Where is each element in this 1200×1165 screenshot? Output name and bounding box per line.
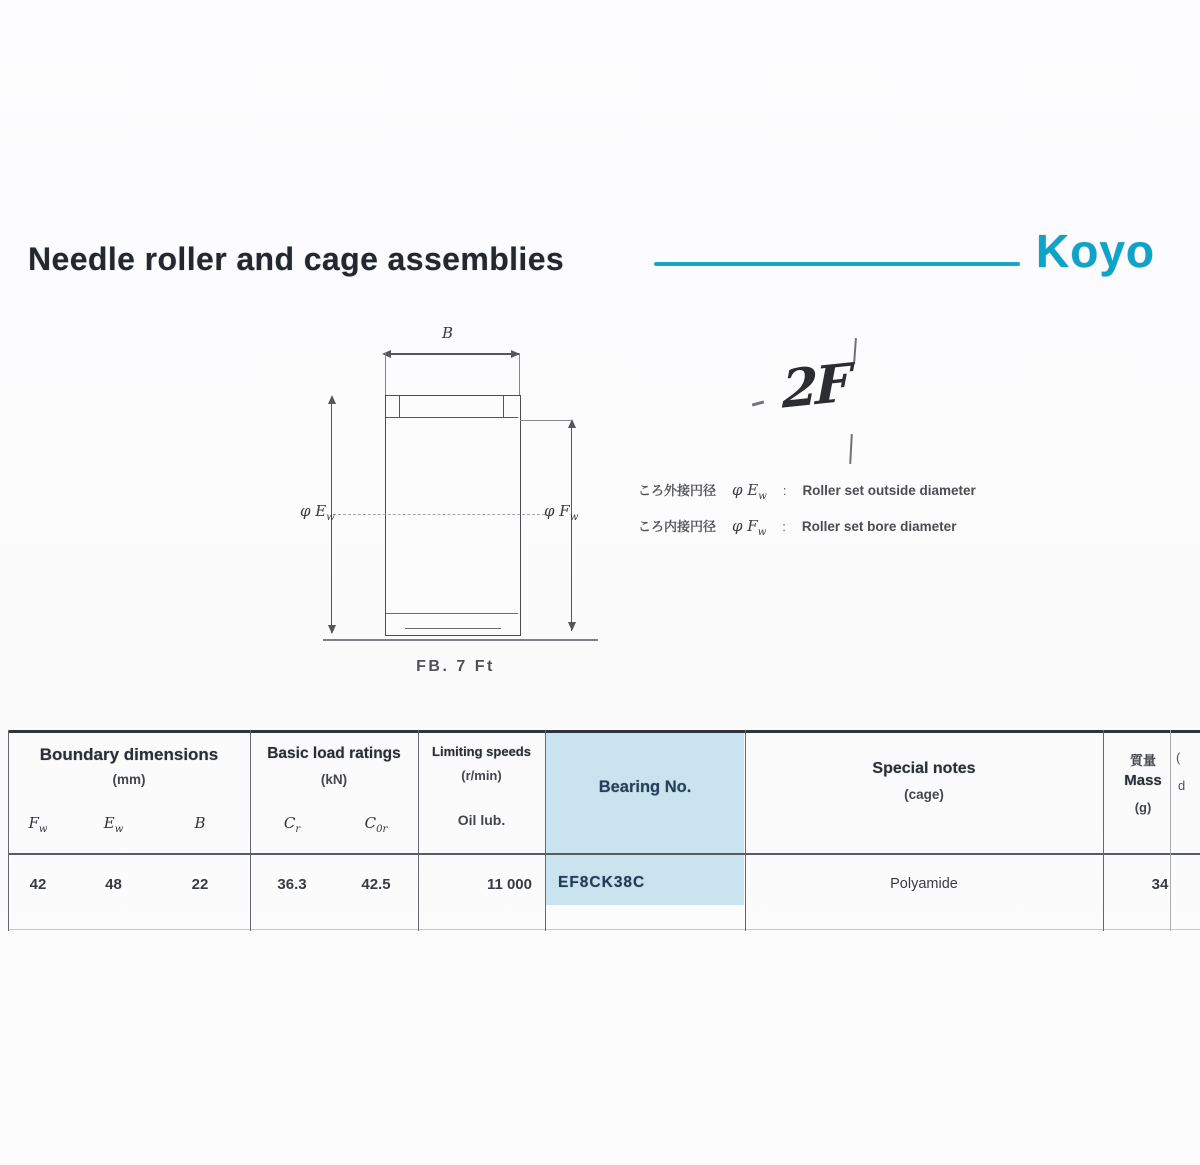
col-group-notes-unit: (cage) <box>904 787 944 802</box>
col-header-c0r: $C_{0r}$ <box>364 814 388 835</box>
col-group-boundary-unit: (mm) <box>112 772 146 787</box>
cage-notch-left <box>399 396 400 417</box>
col-group-mass-unit: (g) <box>1134 800 1152 815</box>
annotation-dash <box>752 400 764 406</box>
page-title: Needle roller and cage assemblies <box>28 241 565 277</box>
dim-top-label: B <box>442 324 454 342</box>
col-group-speed-unit: (r/min) <box>461 768 502 783</box>
brand-logo: Koyo <box>1036 225 1155 277</box>
legend-description: Roller set outside diameter <box>802 483 976 498</box>
handwritten-annotation <box>752 338 922 473</box>
header-rule <box>654 262 1020 266</box>
legend-row <box>638 480 976 502</box>
col-group-load-title: Basic load ratings <box>267 745 401 762</box>
legend-jp-label: ころ外接円径 <box>638 483 717 498</box>
col-group-notes-title: Special notes <box>872 760 976 777</box>
arrow-up-icon <box>328 395 336 404</box>
col-group-mass-title: Mass <box>1124 772 1162 789</box>
col-group-bearing-title: Bearing No. <box>598 778 692 796</box>
col-group-load-unit: (kN) <box>320 772 348 787</box>
col-group-speed-title: Limiting speeds <box>432 744 531 759</box>
legend-colon: : <box>782 483 787 498</box>
table-header-separator <box>8 853 1200 855</box>
legend-description: Roller set bore diameter <box>801 519 957 534</box>
legend-row <box>638 516 956 538</box>
arrow-down-icon <box>328 625 336 634</box>
cell-cr: 36.3 <box>277 876 307 893</box>
cage-notch-right <box>503 396 504 417</box>
arrow-left-icon <box>382 350 391 358</box>
cell-speed: 11 000 <box>486 876 532 893</box>
dim-right-label: φ $F_w$ <box>544 502 579 523</box>
col-header-fw: $F_w$ <box>28 814 48 835</box>
baseline <box>323 639 598 641</box>
cell-c0r: 42.5 <box>361 876 391 893</box>
cell-mass: 34 <box>1151 876 1169 893</box>
annotation-tick-bottom <box>849 434 853 464</box>
legend-colon: : <box>782 519 786 534</box>
figure-caption: FB. 7 Ft <box>416 658 495 675</box>
col-header-b: B <box>194 814 206 832</box>
dim-line-top <box>385 353 520 355</box>
col-group-boundary-title: Boundary dimensions <box>39 745 219 764</box>
bearing-drawing <box>298 322 628 712</box>
cell-fw: 42 <box>29 876 47 893</box>
extension-line-right-dim <box>520 420 572 421</box>
arrow-down-icon <box>568 622 576 631</box>
legend-symbol: φ $E_w$ <box>732 481 767 502</box>
cell-b: 22 <box>191 876 209 893</box>
legend-symbol: φ $F_w$ <box>732 517 767 538</box>
table-vline <box>545 730 546 931</box>
dim-left-label: φ $E_w$ <box>300 502 335 523</box>
legend-jp-label: ころ内接円径 <box>638 519 717 534</box>
col-group-speed-note: Oil lub. <box>457 812 506 828</box>
cutoff-column-fragment: ( <box>1176 750 1181 765</box>
annotation-tick-top <box>853 338 857 364</box>
cage-bottom-line <box>386 613 518 614</box>
extension-line-left <box>385 353 386 395</box>
dim-line-right <box>571 423 572 631</box>
col-header-ew: $E_w$ <box>103 814 124 835</box>
table-top-border <box>8 730 1200 733</box>
col-group-mass-jp: 質量 <box>1129 753 1156 768</box>
annotation-text: 2F <box>782 352 849 421</box>
cell-ew: 48 <box>105 876 122 893</box>
cage-top-line <box>386 417 518 418</box>
bearing-outline <box>385 395 521 636</box>
table-bottom-border <box>8 929 1200 930</box>
table-vline <box>418 730 419 931</box>
cell-special-notes: Polyamide <box>890 876 958 892</box>
col-header-cr: $C_r$ <box>283 814 301 835</box>
cage-bottom-notch <box>405 628 501 629</box>
cutoff-column-fragment: d <box>1178 778 1186 793</box>
extension-line-right <box>519 353 520 395</box>
cell-bearing-no: EF8CK38C <box>558 874 646 891</box>
centerline <box>333 514 545 515</box>
